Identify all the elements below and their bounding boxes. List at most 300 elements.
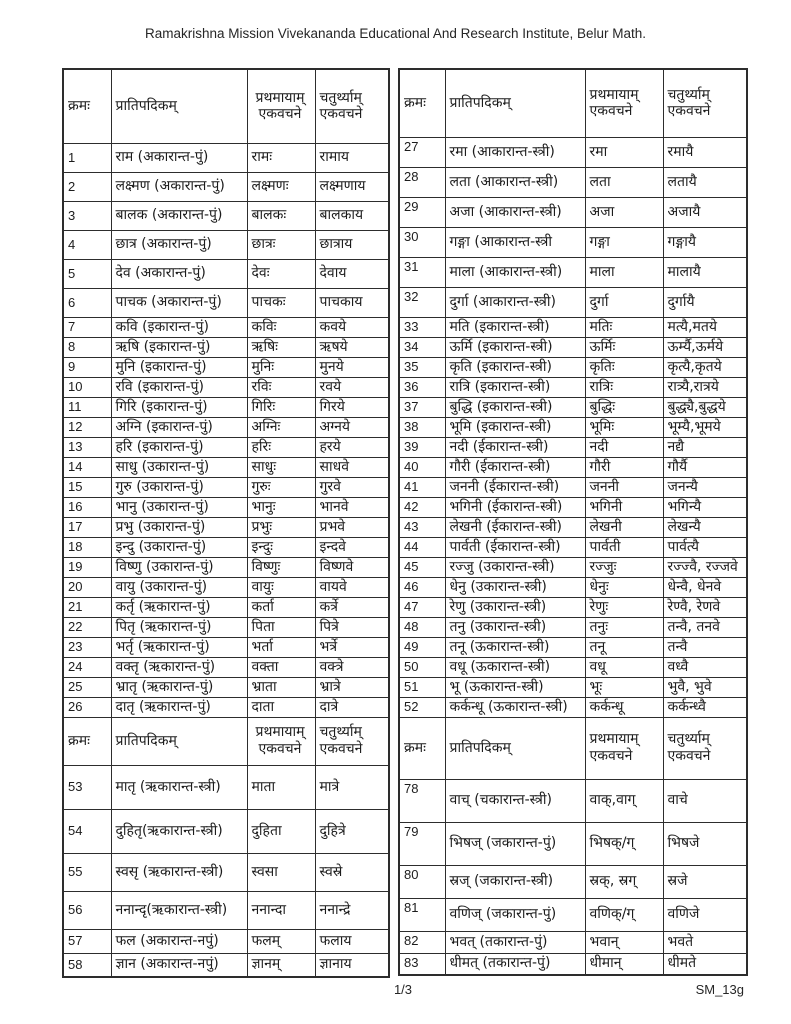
table-row bbox=[399, 697, 747, 717]
stem-cell: लता (आकारान्त-स्त्री) bbox=[445, 167, 585, 197]
nominative-cell: ऋषिः bbox=[247, 337, 315, 357]
serial-cell: 78 bbox=[399, 779, 445, 822]
serial-cell: 2 bbox=[63, 172, 111, 201]
column-header-row bbox=[63, 717, 389, 765]
table-row bbox=[399, 227, 747, 257]
column-header: क्रमः bbox=[399, 69, 445, 137]
stem-cell: ऊर्मि (इकारान्त-स्त्री) bbox=[445, 337, 585, 357]
table-row bbox=[63, 537, 389, 557]
dative-cell: स्वस्रे bbox=[315, 853, 389, 891]
stem-cell: दुर्गा (आकारान्त-स्त्री) bbox=[445, 287, 585, 317]
serial-cell: 40 bbox=[399, 457, 445, 477]
nominative-cell: जननी bbox=[585, 477, 663, 497]
table-row bbox=[399, 497, 747, 517]
nominative-cell: कृतिः bbox=[585, 357, 663, 377]
nominative-cell: धीमान् bbox=[585, 953, 663, 975]
nominative-cell: नदी bbox=[585, 437, 663, 457]
table-row bbox=[63, 259, 389, 288]
table-row bbox=[63, 143, 389, 172]
serial-cell: 44 bbox=[399, 537, 445, 557]
serial-cell: 16 bbox=[63, 497, 111, 517]
serial-cell: 36 bbox=[399, 377, 445, 397]
serial-cell: 7 bbox=[63, 317, 111, 337]
stem-cell: बुद्धि (इकारान्त-स्त्री) bbox=[445, 397, 585, 417]
stem-cell: इन्दु (उकारान्त-पुं) bbox=[111, 537, 247, 557]
serial-cell: 43 bbox=[399, 517, 445, 537]
stem-cell: पार्वती (ईकारान्त-स्त्री) bbox=[445, 537, 585, 557]
dative-cell: हरये bbox=[315, 437, 389, 457]
stem-cell: प्रभु (उकारान्त-पुं) bbox=[111, 517, 247, 537]
dative-cell: बुद्ध्यै,बुद्धये bbox=[663, 397, 747, 417]
dative-cell: धेन्वै, धेनवे bbox=[663, 577, 747, 597]
dative-cell: देवाय bbox=[315, 259, 389, 288]
table-row bbox=[399, 865, 747, 898]
dative-cell: मात्रे bbox=[315, 765, 389, 809]
nominative-cell: पिता bbox=[247, 617, 315, 637]
serial-cell: 21 bbox=[63, 597, 111, 617]
serial-cell: 8 bbox=[63, 337, 111, 357]
dative-cell: पार्वत्यै bbox=[663, 537, 747, 557]
stem-cell: ज्ञान (अकारान्त-नपुं) bbox=[111, 953, 247, 977]
table-row bbox=[399, 779, 747, 822]
dative-cell: कर्त्रे bbox=[315, 597, 389, 617]
nominative-cell: वक्ता bbox=[247, 657, 315, 677]
stem-cell: रमा (आकारान्त-स्त्री) bbox=[445, 137, 585, 167]
nominative-cell: वाक्,वाग् bbox=[585, 779, 663, 822]
stem-cell: देव (अकारान्त-पुं) bbox=[111, 259, 247, 288]
column-header: प्रथमायाम् एकवचने bbox=[585, 717, 663, 779]
dative-cell: मत्यै,मतये bbox=[663, 317, 747, 337]
dative-cell: भ्रात्रे bbox=[315, 677, 389, 697]
dative-cell: ननान्द्रे bbox=[315, 891, 389, 929]
nominative-cell: गौरी bbox=[585, 457, 663, 477]
serial-cell: 19 bbox=[63, 557, 111, 577]
nominative-cell: लता bbox=[585, 167, 663, 197]
serial-cell: 47 bbox=[399, 597, 445, 617]
column-header: प्रथमायाम् एकवचने bbox=[247, 717, 315, 765]
dative-cell: मालायै bbox=[663, 257, 747, 287]
table-row bbox=[399, 953, 747, 975]
stem-cell: ननान्दृ(ऋकारान्त-स्त्री) bbox=[111, 891, 247, 929]
table-row bbox=[63, 617, 389, 637]
table-row bbox=[399, 477, 747, 497]
dative-cell: भगिन्यै bbox=[663, 497, 747, 517]
nominative-cell: दाता bbox=[247, 697, 315, 717]
nominative-cell: तनू bbox=[585, 637, 663, 657]
serial-cell: 82 bbox=[399, 931, 445, 953]
dative-cell: अजायै bbox=[663, 197, 747, 227]
serial-cell: 26 bbox=[63, 697, 111, 717]
table-row bbox=[63, 677, 389, 697]
table-row bbox=[399, 557, 747, 577]
dative-cell: नद्यै bbox=[663, 437, 747, 457]
nominative-cell: दुहिता bbox=[247, 809, 315, 853]
dative-cell: गिरये bbox=[315, 397, 389, 417]
dative-cell: फलाय bbox=[315, 929, 389, 953]
declension-table-right bbox=[398, 68, 748, 976]
serial-cell: 49 bbox=[399, 637, 445, 657]
column-header: चतुर्थ्याम् एकवचने bbox=[663, 717, 747, 779]
dative-cell: कृत्यै,कृतये bbox=[663, 357, 747, 377]
tables-area bbox=[62, 68, 748, 978]
serial-cell: 17 bbox=[63, 517, 111, 537]
nominative-cell: माता bbox=[247, 765, 315, 809]
stem-cell: पितृ (ऋकारान्त-पुं) bbox=[111, 617, 247, 637]
stem-cell: भानु (उकारान्त-पुं) bbox=[111, 497, 247, 517]
nominative-cell: इन्दुः bbox=[247, 537, 315, 557]
serial-cell: 83 bbox=[399, 953, 445, 975]
nominative-cell: साधुः bbox=[247, 457, 315, 477]
table-row bbox=[399, 377, 747, 397]
table-row bbox=[63, 953, 389, 977]
serial-cell: 10 bbox=[63, 377, 111, 397]
table-row bbox=[63, 317, 389, 337]
table-row bbox=[399, 437, 747, 457]
nominative-cell: भूः bbox=[585, 677, 663, 697]
serial-cell: 58 bbox=[63, 953, 111, 977]
dative-cell: रमायै bbox=[663, 137, 747, 167]
dative-cell: पाचकाय bbox=[315, 288, 389, 317]
dative-cell: विष्णवे bbox=[315, 557, 389, 577]
nominative-cell: भगिनी bbox=[585, 497, 663, 517]
table-row bbox=[399, 137, 747, 167]
table-row bbox=[63, 765, 389, 809]
table-row bbox=[399, 357, 747, 377]
table-row bbox=[63, 809, 389, 853]
table-row bbox=[399, 417, 747, 437]
serial-cell: 46 bbox=[399, 577, 445, 597]
page-number: 1/3 bbox=[393, 982, 413, 997]
dative-cell: बालकाय bbox=[315, 201, 389, 230]
table-row bbox=[63, 337, 389, 357]
table-row bbox=[399, 898, 747, 931]
column-header-row bbox=[399, 717, 747, 779]
table-row bbox=[399, 167, 747, 197]
dative-cell: भानवे bbox=[315, 497, 389, 517]
column-header: क्रमः bbox=[63, 69, 111, 143]
dative-cell: कवये bbox=[315, 317, 389, 337]
stem-cell: गुरु (उकारान्त-पुं) bbox=[111, 477, 247, 497]
table-row bbox=[63, 230, 389, 259]
dative-cell: रामाय bbox=[315, 143, 389, 172]
stem-cell: जननी (ईकारान्त-स्त्री) bbox=[445, 477, 585, 497]
nominative-cell: भर्ता bbox=[247, 637, 315, 657]
stem-cell: मति (इकारान्त-स्त्री) bbox=[445, 317, 585, 337]
stem-cell: वधू (ऊकारान्त-स्त्री) bbox=[445, 657, 585, 677]
dative-cell: लतायै bbox=[663, 167, 747, 197]
nominative-cell: देवः bbox=[247, 259, 315, 288]
serial-cell: 38 bbox=[399, 417, 445, 437]
serial-cell: 54 bbox=[63, 809, 111, 853]
serial-cell: 25 bbox=[63, 677, 111, 697]
table-row bbox=[63, 891, 389, 929]
dative-cell: भुवै, भुवे bbox=[663, 677, 747, 697]
stem-cell: तनु (उकारान्त-स्त्री) bbox=[445, 617, 585, 637]
table-row bbox=[63, 357, 389, 377]
serial-cell: 50 bbox=[399, 657, 445, 677]
table-row bbox=[399, 677, 747, 697]
table-row bbox=[399, 397, 747, 417]
nominative-cell: गङ्गा bbox=[585, 227, 663, 257]
nominative-cell: वणिक्/ग् bbox=[585, 898, 663, 931]
stem-cell: वणिज् (जकारान्त-पुं) bbox=[445, 898, 585, 931]
stem-cell: भू (ऊकारान्त-स्त्री) bbox=[445, 677, 585, 697]
column-header-row bbox=[63, 69, 389, 143]
nominative-cell: बुद्धिः bbox=[585, 397, 663, 417]
column-header: प्रातिपदिकम् bbox=[445, 717, 585, 779]
nominative-cell: पाचकः bbox=[247, 288, 315, 317]
table-section bbox=[399, 717, 747, 975]
stem-cell: अग्नि (इकारान्त-पुं) bbox=[111, 417, 247, 437]
serial-cell: 30 bbox=[399, 227, 445, 257]
serial-cell: 79 bbox=[399, 822, 445, 865]
stem-cell: वक्तृ (ऋकारान्त-पुं) bbox=[111, 657, 247, 677]
dative-cell: ज्ञानाय bbox=[315, 953, 389, 977]
stem-cell: लेखनी (ईकारान्त-स्त्री) bbox=[445, 517, 585, 537]
nominative-cell: भवान् bbox=[585, 931, 663, 953]
table-row bbox=[63, 637, 389, 657]
dative-cell: इन्दवे bbox=[315, 537, 389, 557]
column-header: प्रातिपदिकम् bbox=[111, 69, 247, 143]
nominative-cell: विष्णुः bbox=[247, 557, 315, 577]
column-header-row bbox=[399, 69, 747, 137]
stem-cell: कवि (इकारान्त-पुं) bbox=[111, 317, 247, 337]
nominative-cell: मतिः bbox=[585, 317, 663, 337]
nominative-cell: गुरुः bbox=[247, 477, 315, 497]
stem-cell: भिषज् (जकारान्त-पुं) bbox=[445, 822, 585, 865]
stem-cell: गौरी (ईकारान्त-स्त्री) bbox=[445, 457, 585, 477]
dative-cell: भिषजे bbox=[663, 822, 747, 865]
stem-cell: वायु (उकारान्त-पुं) bbox=[111, 577, 247, 597]
table-row bbox=[399, 197, 747, 227]
dative-cell: प्रभवे bbox=[315, 517, 389, 537]
table-row bbox=[399, 337, 747, 357]
stem-cell: पाचक (अकारान्त-पुं) bbox=[111, 288, 247, 317]
stem-cell: बालक (अकारान्त-पुं) bbox=[111, 201, 247, 230]
serial-cell: 13 bbox=[63, 437, 111, 457]
table-row bbox=[63, 557, 389, 577]
stem-cell: नदी (ईकारान्त-स्त्री) bbox=[445, 437, 585, 457]
table-row bbox=[63, 417, 389, 437]
nominative-cell: भूमिः bbox=[585, 417, 663, 437]
column-header: प्रथमायाम् एकवचने bbox=[585, 69, 663, 137]
serial-cell: 14 bbox=[63, 457, 111, 477]
serial-cell: 3 bbox=[63, 201, 111, 230]
nominative-cell: पार्वती bbox=[585, 537, 663, 557]
serial-cell: 12 bbox=[63, 417, 111, 437]
table-section bbox=[63, 717, 389, 977]
dative-cell: भूम्यै,भूमये bbox=[663, 417, 747, 437]
serial-cell: 32 bbox=[399, 287, 445, 317]
table-row bbox=[399, 457, 747, 477]
nominative-cell: लेखनी bbox=[585, 517, 663, 537]
nominative-cell: कविः bbox=[247, 317, 315, 337]
table-row bbox=[63, 457, 389, 477]
dative-cell: तन्वै, तनवे bbox=[663, 617, 747, 637]
dative-cell: कर्कन्ध्वै bbox=[663, 697, 747, 717]
nominative-cell: प्रभुः bbox=[247, 517, 315, 537]
table-row bbox=[63, 657, 389, 677]
nominative-cell: भानुः bbox=[247, 497, 315, 517]
stem-cell: रवि (इकारान्त-पुं) bbox=[111, 377, 247, 397]
nominative-cell: स्रक्, स्रग् bbox=[585, 865, 663, 898]
stem-cell: धीमत् (तकारान्त-पुं) bbox=[445, 953, 585, 975]
table-row bbox=[399, 931, 747, 953]
serial-cell: 6 bbox=[63, 288, 111, 317]
nominative-cell: धेनुः bbox=[585, 577, 663, 597]
nominative-cell: भिषक्/ग् bbox=[585, 822, 663, 865]
table-section bbox=[399, 69, 747, 717]
stem-cell: वाच् (चकारान्त-स्त्री) bbox=[445, 779, 585, 822]
serial-cell: 4 bbox=[63, 230, 111, 259]
stem-cell: तनू (ऊकारान्त-स्त्री) bbox=[445, 637, 585, 657]
stem-cell: मुनि (इकारान्त-पुं) bbox=[111, 357, 247, 377]
dative-cell: गङ्गायै bbox=[663, 227, 747, 257]
dative-cell: ऊर्म्यै,ऊर्मये bbox=[663, 337, 747, 357]
nominative-cell: रज्जुः bbox=[585, 557, 663, 577]
stem-cell: रज्जु (उकारान्त-स्त्री) bbox=[445, 557, 585, 577]
page-footer bbox=[62, 982, 744, 1002]
nominative-cell: अजा bbox=[585, 197, 663, 227]
serial-cell: 53 bbox=[63, 765, 111, 809]
table-row bbox=[399, 597, 747, 617]
serial-cell: 42 bbox=[399, 497, 445, 517]
dative-cell: साधवे bbox=[315, 457, 389, 477]
table-row bbox=[399, 577, 747, 597]
table-row bbox=[399, 287, 747, 317]
stem-cell: माला (आकारान्त-स्त्री) bbox=[445, 257, 585, 287]
column-header: प्रातिपदिकम् bbox=[111, 717, 247, 765]
table-row bbox=[63, 437, 389, 457]
dative-cell: भवते bbox=[663, 931, 747, 953]
serial-cell: 18 bbox=[63, 537, 111, 557]
serial-cell: 24 bbox=[63, 657, 111, 677]
stem-cell: मातृ (ऋकारान्त-स्त्री) bbox=[111, 765, 247, 809]
serial-cell: 80 bbox=[399, 865, 445, 898]
serial-cell: 45 bbox=[399, 557, 445, 577]
stem-cell: रात्रि (इकारान्त-स्त्री) bbox=[445, 377, 585, 397]
table-row bbox=[63, 201, 389, 230]
nominative-cell: ऊर्मिः bbox=[585, 337, 663, 357]
nominative-cell: रविः bbox=[247, 377, 315, 397]
column-header: क्रमः bbox=[399, 717, 445, 779]
stem-cell: विष्णु (उकारान्त-पुं) bbox=[111, 557, 247, 577]
serial-cell: 28 bbox=[399, 167, 445, 197]
dative-cell: रेण्वै, रेणवे bbox=[663, 597, 747, 617]
table-row bbox=[399, 617, 747, 637]
nominative-cell: दुर्गा bbox=[585, 287, 663, 317]
dative-cell: गुरवे bbox=[315, 477, 389, 497]
serial-cell: 56 bbox=[63, 891, 111, 929]
nominative-cell: बालकः bbox=[247, 201, 315, 230]
serial-cell: 22 bbox=[63, 617, 111, 637]
dative-cell: अग्नये bbox=[315, 417, 389, 437]
column-header: प्रातिपदिकम् bbox=[445, 69, 585, 137]
nominative-cell: लक्ष्मणः bbox=[247, 172, 315, 201]
dative-cell: वध्वै bbox=[663, 657, 747, 677]
stem-cell: दुहितृ(ऋकारान्त-स्त्री) bbox=[111, 809, 247, 853]
stem-cell: राम (अकारान्त-पुं) bbox=[111, 143, 247, 172]
table-row bbox=[63, 697, 389, 717]
column-header: प्रथमायाम् एकवचने bbox=[247, 69, 315, 143]
page-title: Ramakrishna Mission Vivekananda Educational And Research Institute, Belur Math. bbox=[144, 26, 647, 41]
dative-cell: लेखन्यै bbox=[663, 517, 747, 537]
table-row bbox=[63, 497, 389, 517]
serial-cell: 29 bbox=[399, 197, 445, 227]
serial-cell: 11 bbox=[63, 397, 111, 417]
nominative-cell: ननान्दा bbox=[247, 891, 315, 929]
table-row bbox=[63, 172, 389, 201]
serial-cell: 33 bbox=[399, 317, 445, 337]
serial-cell: 15 bbox=[63, 477, 111, 497]
serial-cell: 55 bbox=[63, 853, 111, 891]
table-row bbox=[399, 517, 747, 537]
table-row bbox=[63, 597, 389, 617]
stem-cell: भर्तृ (ऋकारान्त-पुं) bbox=[111, 637, 247, 657]
declension-table-left bbox=[62, 68, 390, 978]
table-row bbox=[399, 317, 747, 337]
dative-cell: रात्र्यै,रात्रये bbox=[663, 377, 747, 397]
nominative-cell: तनुः bbox=[585, 617, 663, 637]
dative-cell: तन्वै bbox=[663, 637, 747, 657]
stem-cell: साधु (उकारान्त-पुं) bbox=[111, 457, 247, 477]
dative-cell: छात्राय bbox=[315, 230, 389, 259]
serial-cell: 41 bbox=[399, 477, 445, 497]
nominative-cell: भ्राता bbox=[247, 677, 315, 697]
stem-cell: अजा (आकारान्त-स्त्री) bbox=[445, 197, 585, 227]
nominative-cell: रामः bbox=[247, 143, 315, 172]
dative-cell: मुनये bbox=[315, 357, 389, 377]
serial-cell: 37 bbox=[399, 397, 445, 417]
table-row bbox=[63, 377, 389, 397]
nominative-cell: मुनिः bbox=[247, 357, 315, 377]
stem-cell: भूमि (इकारान्त-स्त्री) bbox=[445, 417, 585, 437]
nominative-cell: कर्कन्धू bbox=[585, 697, 663, 717]
nominative-cell: रमा bbox=[585, 137, 663, 167]
stem-cell: छात्र (अकारान्त-पुं) bbox=[111, 230, 247, 259]
nominative-cell: माला bbox=[585, 257, 663, 287]
nominative-cell: अग्निः bbox=[247, 417, 315, 437]
serial-cell: 52 bbox=[399, 697, 445, 717]
dative-cell: रज्ज्वै, रज्जवे bbox=[663, 557, 747, 577]
dative-cell: पित्रे bbox=[315, 617, 389, 637]
serial-cell: 23 bbox=[63, 637, 111, 657]
dative-cell: वक्त्रे bbox=[315, 657, 389, 677]
stem-cell: भगिनी (ईकारान्त-स्त्री) bbox=[445, 497, 585, 517]
dative-cell: दुहित्रे bbox=[315, 809, 389, 853]
serial-cell: 5 bbox=[63, 259, 111, 288]
dative-cell: जनन्यै bbox=[663, 477, 747, 497]
dative-cell: लक्ष्मणाय bbox=[315, 172, 389, 201]
dative-cell: वणिजे bbox=[663, 898, 747, 931]
column-header: चतुर्थ्याम् एकवचने bbox=[663, 69, 747, 137]
dative-cell: रवये bbox=[315, 377, 389, 397]
column-header: क्रमः bbox=[63, 717, 111, 765]
dative-cell: वाचे bbox=[663, 779, 747, 822]
serial-cell: 35 bbox=[399, 357, 445, 377]
serial-cell: 1 bbox=[63, 143, 111, 172]
nominative-cell: फलम् bbox=[247, 929, 315, 953]
stem-cell: कर्तृ (ऋकारान्त-पुं) bbox=[111, 597, 247, 617]
stem-cell: धेनु (उकारान्त-स्त्री) bbox=[445, 577, 585, 597]
column-header: चतुर्थ्याम् एकवचने bbox=[315, 69, 389, 143]
stem-cell: ऋषि (इकारान्त-पुं) bbox=[111, 337, 247, 357]
table-row bbox=[399, 822, 747, 865]
nominative-cell: कर्ता bbox=[247, 597, 315, 617]
document-code: SM_13g bbox=[695, 982, 744, 997]
nominative-cell: स्वसा bbox=[247, 853, 315, 891]
dative-cell: स्रजे bbox=[663, 865, 747, 898]
